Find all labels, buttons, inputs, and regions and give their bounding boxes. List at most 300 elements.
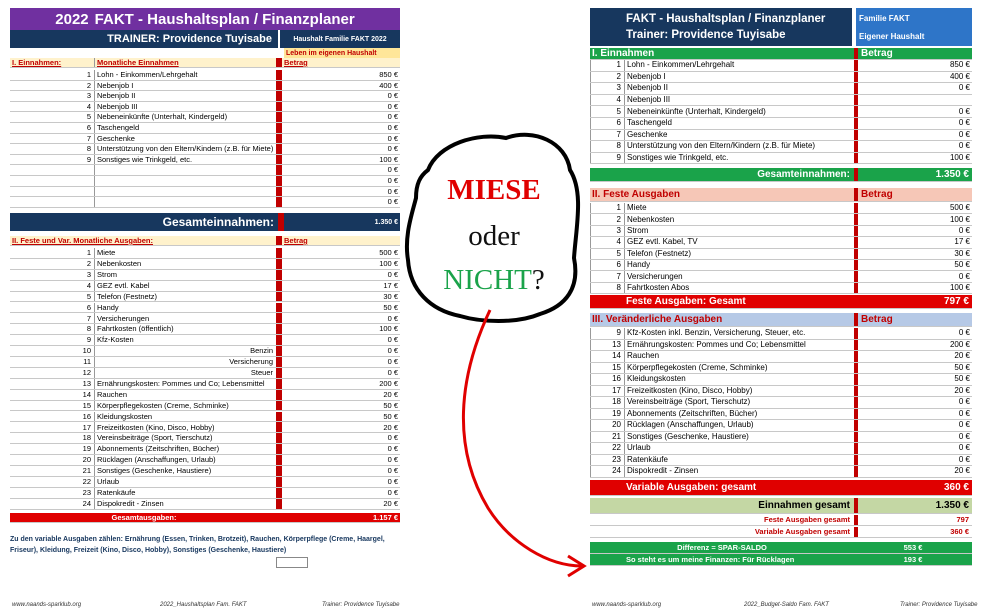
left-income-header-label: I. Einnahmen: xyxy=(12,58,62,67)
left-note: Zu den variable Ausgaben zählen: Ernährung (Essen, Trinken, Brotzeit), Rauchen, Körperpflege (Creme, Haargel, Friseur), Kleidung, Freizeit (Kino, Disco, Hobby), Sonstiges (Geschenke, Haustiere) xyxy=(10,536,385,554)
left-household xyxy=(280,30,400,48)
left-expense-row-value: 0 € xyxy=(387,455,398,465)
left-expense-row xyxy=(10,281,400,292)
left-expense-row xyxy=(10,313,400,324)
left-expense-row-number: 19 xyxy=(82,444,91,454)
left-income-row xyxy=(10,134,400,145)
right-income-row xyxy=(590,72,972,84)
left-income-row-value: 0 € xyxy=(387,91,398,101)
left-expense-row-value: 0 € xyxy=(387,368,398,378)
right-income-row-label: Nebenjob III xyxy=(624,95,854,106)
left-income-row-value: 0 € xyxy=(387,197,398,207)
right-income-row-number: 2 xyxy=(590,72,624,83)
left-income-row-value: 0 € xyxy=(387,101,398,111)
right-sum-var-value: 360 € xyxy=(950,527,969,537)
right-income-row-value: 0 € xyxy=(958,141,970,151)
left-expense-row-label: Ernährungskosten: Pommes und Co; Lebensmittel xyxy=(94,379,276,389)
left-income-row xyxy=(10,144,400,155)
left-expense-row-value: 17 € xyxy=(383,280,398,290)
right-var-row xyxy=(590,420,972,432)
right-var-row-value: 0 € xyxy=(958,431,970,441)
left-expense-row-label: GEZ evtl. Kabel xyxy=(94,281,276,291)
left-expense-row-number: 23 xyxy=(82,487,91,497)
right-fixed-header xyxy=(590,188,972,202)
right-var-row-label: Körperpflegekosten (Creme, Schminke) xyxy=(624,363,854,374)
right-income-row xyxy=(590,141,972,153)
right-var-header-amount: Betrag xyxy=(861,313,893,325)
right-var-row-number: 24 xyxy=(590,466,624,477)
left-trainer-bar xyxy=(10,30,278,48)
left-income-row-value: 0 € xyxy=(387,112,398,122)
right-income-row-value: 0 € xyxy=(958,118,970,128)
right-var-row-label: Kleidungskosten xyxy=(624,374,854,385)
right-trainer: Trainer: Providence Tuyisabe xyxy=(626,29,786,41)
right-var-row-label: Vereinsbeiträge (Sport, Tierschutz) xyxy=(624,397,854,408)
right-sum-fixed-label: Feste Ausgaben gesamt xyxy=(764,515,850,525)
right-var-row-number: 22 xyxy=(590,443,624,454)
left-expense-row xyxy=(10,422,400,433)
right-var-row xyxy=(590,363,972,375)
left-expense-row xyxy=(10,368,400,379)
right-fixed-row xyxy=(590,203,972,214)
left-expense-row-value: 50 € xyxy=(383,411,398,421)
right-income-row-number: 9 xyxy=(590,153,624,164)
left-income-row-number xyxy=(10,165,94,175)
left-income-row-number: 8 xyxy=(86,144,91,154)
right-var-row-value: 0 € xyxy=(958,397,970,407)
left-income-header xyxy=(10,58,400,68)
right-fixed-row-label: Telefon (Festnetz) xyxy=(624,249,854,259)
left-income-total-label: Gesamteinnahmen: xyxy=(162,215,274,229)
right-fixed-row-label: Miete xyxy=(624,203,854,213)
right-fixed-header-label: II. Feste Ausgaben xyxy=(592,188,680,200)
right-fixed-row-number: 2 xyxy=(590,214,624,224)
right-fixed-row xyxy=(590,260,972,271)
right-income-row xyxy=(590,83,972,95)
right-var-row-value: 20 € xyxy=(954,351,970,361)
right-income-row-number: 7 xyxy=(590,130,624,141)
left-expense-row-label: Vereinsbeiträge (Sport, Tierschutz) xyxy=(94,433,276,443)
left-expense-row xyxy=(10,335,400,346)
right-reserve-label: So steht es um meine Finanzen: Für Rücklagen xyxy=(626,554,795,564)
right-var-row-value: 50 € xyxy=(954,362,970,372)
right-var-row-number: 21 xyxy=(590,432,624,443)
right-var-total-label: Variable Ausgaben: gesamt xyxy=(626,481,757,493)
left-expense-row-number: 10 xyxy=(82,346,91,356)
right-var-row-number: 15 xyxy=(590,363,624,374)
left-expense-row-label: Versicherung xyxy=(94,357,276,367)
left-expense-row-number: 7 xyxy=(86,313,91,323)
left-income-header-amount: Betrag xyxy=(284,58,308,67)
left-expense-row-value: 500 € xyxy=(379,248,398,258)
right-fixed-row-number: 3 xyxy=(590,226,624,236)
left-expense-row-value: 50 € xyxy=(383,302,398,312)
right-var-row-label: Abonnements (Zeitschriften, Bücher) xyxy=(624,409,854,420)
left-expense-row-value: 0 € xyxy=(387,444,398,454)
right-var-row xyxy=(590,340,972,352)
right-family: Familie FAKT xyxy=(859,14,910,23)
left-year: 2022 xyxy=(55,10,89,28)
right-var-row xyxy=(590,386,972,398)
right-sum-income xyxy=(590,498,972,514)
left-living xyxy=(284,48,400,58)
right-fixed-row xyxy=(590,226,972,237)
left-income-row-label: Nebeneinkünfte (Unterhalt, Kindergeld) xyxy=(94,112,276,122)
right-title-bar xyxy=(590,8,852,46)
right-var-row-label: Freizeitkosten (Kino, Disco, Hobby) xyxy=(624,386,854,397)
left-income-row-label: Taschengeld xyxy=(94,123,276,133)
left-expense-row-number: 2 xyxy=(86,259,91,269)
left-income-row-label xyxy=(94,197,276,207)
left-expense-row-label: Strom xyxy=(94,270,276,280)
right-reserve xyxy=(590,554,972,566)
left-expense-row-value: 200 € xyxy=(379,378,398,388)
left-expense-row-label: Ratenkäufe xyxy=(94,488,276,498)
left-income-row xyxy=(10,155,400,166)
right-var-row-number: 20 xyxy=(590,420,624,431)
right-income-row xyxy=(590,60,972,72)
left-expense-row-label: Steuer xyxy=(94,368,276,378)
left-expense-row-number: 3 xyxy=(86,269,91,279)
left-expense-row xyxy=(10,390,400,401)
right-household: Eigener Haushalt xyxy=(859,32,925,41)
right-fixed-row-value: 500 € xyxy=(949,203,970,213)
right-fixed-row-number: 4 xyxy=(590,237,624,247)
right-var-row xyxy=(590,443,972,455)
right-income-total xyxy=(590,168,972,182)
right-income-total-label: Gesamteinnahmen: xyxy=(757,168,850,180)
right-var-row-value: 200 € xyxy=(949,339,970,349)
left-income-row xyxy=(10,176,400,187)
left-income-row-number: 6 xyxy=(86,123,91,133)
left-expense-row-number: 5 xyxy=(86,291,91,301)
right-var-row-value: 50 € xyxy=(954,374,970,384)
left-footer-file: 2022_Haushaltsplan Fam. FAKT xyxy=(160,602,247,608)
left-income-row-value: 0 € xyxy=(387,133,398,143)
right-var-row-number: 16 xyxy=(590,374,624,385)
right-var-row-value: 20 € xyxy=(954,466,970,476)
right-income-row-value: 850 € xyxy=(949,60,970,70)
left-expense-total xyxy=(10,513,400,523)
left-income-row xyxy=(10,197,400,208)
left-expense-row xyxy=(10,346,400,357)
right-income-row xyxy=(590,153,972,165)
right-income-row-value: 0 € xyxy=(958,83,970,93)
right-fixed-total-label: Feste Ausgaben: Gesamt xyxy=(626,295,746,307)
right-sum-var-label: Variable Ausgaben gesamt xyxy=(754,527,850,537)
left-income-total xyxy=(10,213,400,231)
right-fixed-row-label: Strom xyxy=(624,226,854,236)
right-footer-site: www.naands-sparklub.org xyxy=(592,602,662,608)
right-sum-income-value: 1.350 € xyxy=(935,499,969,511)
right-fixed-row-value: 100 € xyxy=(949,214,970,224)
left-expense-row-value: 0 € xyxy=(387,487,398,497)
right-fixed-row-label: Fahrtkosten Abos xyxy=(624,283,854,293)
right-family-box xyxy=(856,8,972,46)
center-word-oder: oder xyxy=(468,220,520,252)
left-expense-row-value: 20 € xyxy=(383,422,398,432)
left-expense-header xyxy=(10,236,400,246)
right-sum-income-label: Einnahmen gesamt xyxy=(758,499,850,511)
left-footer-site: www.naands-sparklub.org xyxy=(12,602,82,608)
left-expense-row xyxy=(10,292,400,303)
left-income-row-label: Sonstiges wie Trinkgeld, etc. xyxy=(94,155,276,165)
left-income-row-label xyxy=(94,165,276,175)
left-expense-row-number: 8 xyxy=(86,324,91,334)
left-expense-row-number: 9 xyxy=(86,335,91,345)
right-fixed-row-value: 0 € xyxy=(958,225,970,235)
right-income-row xyxy=(590,95,972,107)
right-fixed-row-label: Handy xyxy=(624,260,854,270)
right-income-row-label: Nebenjob I xyxy=(624,72,854,83)
left-expense-row xyxy=(10,499,400,510)
left-income-row-value: 0 € xyxy=(387,176,398,186)
right-income-total-value: 1.350 € xyxy=(935,168,969,180)
left-expense-row-value: 0 € xyxy=(387,313,398,323)
right-fixed-row-label: Nebenkosten xyxy=(624,214,854,224)
right-income-row-number: 8 xyxy=(590,141,624,152)
left-income-row-value: 850 € xyxy=(379,70,398,80)
left-income-row-number: 5 xyxy=(86,112,91,122)
right-fixed-row-value: 17 € xyxy=(954,237,970,247)
right-var-row xyxy=(590,466,972,478)
left-expense-row-label: Urlaub xyxy=(94,477,276,487)
right-footer-trainer: Trainer: Providence Tuyisabe xyxy=(900,602,978,608)
left-expense-row xyxy=(10,259,400,270)
left-expense-row xyxy=(10,477,400,488)
left-income-row-label: Lohn - Einkommen/Lehrgehalt xyxy=(94,70,276,80)
left-expense-row-value: 20 € xyxy=(383,498,398,508)
left-expense-row-label: Benzin xyxy=(94,346,276,356)
left-income-row xyxy=(10,102,400,113)
right-income-row-label: Nebenjob II xyxy=(624,83,854,94)
left-expense-row-value: 0 € xyxy=(387,477,398,487)
left-income-row xyxy=(10,112,400,123)
left-expense-row xyxy=(10,303,400,314)
left-expense-row-number: 22 xyxy=(82,477,91,487)
left-expense-row xyxy=(10,466,400,477)
left-expense-row-label: Sonstiges (Geschenke, Haustiere) xyxy=(94,466,276,476)
right-fixed-row-value: 50 € xyxy=(954,260,970,270)
left-income-row-value: 0 € xyxy=(387,144,398,154)
left-expense-row-value: 0 € xyxy=(387,466,398,476)
right-var-row xyxy=(590,328,972,340)
left-expense-row-value: 50 € xyxy=(383,400,398,410)
right-diff-value: 553 € xyxy=(903,542,923,552)
right-sum-fixed-value: 797 xyxy=(956,515,969,525)
right-income-row-number: 4 xyxy=(590,95,624,106)
left-expense-row xyxy=(10,324,400,335)
right-income-row-label: Unterstützung von den Eltern/Kindern (z.B. für Miete) xyxy=(624,141,854,152)
right-var-row-number: 19 xyxy=(590,409,624,420)
left-income-row-number: 1 xyxy=(86,70,91,80)
right-fixed-row-value: 30 € xyxy=(954,248,970,258)
left-living-label: Leben im eigenen Haushalt xyxy=(286,49,377,57)
left-expense-row-label: Nebenkosten xyxy=(94,259,276,269)
left-income-row-value: 400 € xyxy=(379,80,398,90)
left-expense-row-label: Abonnements (Zeitschriften, Bücher) xyxy=(94,444,276,454)
left-income-row-value: 100 € xyxy=(379,154,398,164)
left-expense-row-number: 4 xyxy=(86,280,91,290)
left-expense-total-label: Gesamtausgaben: xyxy=(111,513,177,522)
left-expense-row-label: Dispokredit - Zinsen xyxy=(94,499,276,509)
right-var-row-value: 20 € xyxy=(954,385,970,395)
left-income-row-number xyxy=(10,197,94,207)
right-income-row-label: Sonstiges wie Trinkgeld, etc. xyxy=(624,153,854,164)
right-var-row xyxy=(590,397,972,409)
left-expense-row xyxy=(10,433,400,444)
left-income-row xyxy=(10,123,400,134)
right-var-row-label: Sonstiges (Geschenke, Haustiere) xyxy=(624,432,854,443)
left-expense-row-label: Handy xyxy=(94,303,276,313)
right-var-row-number: 13 xyxy=(590,340,624,351)
right-income-row-value: 0 € xyxy=(958,106,970,116)
right-var-row xyxy=(590,374,972,386)
left-income-row-label: Geschenke xyxy=(94,134,276,144)
right-fixed-total xyxy=(590,295,972,309)
right-income-row-label: Geschenke xyxy=(624,130,854,141)
right-var-header xyxy=(590,313,972,327)
right-var-row-label: Rauchen xyxy=(624,351,854,362)
left-expense-row-value: 0 € xyxy=(387,357,398,367)
left-expense-row xyxy=(10,248,400,259)
left-income-row-value: 0 € xyxy=(387,186,398,196)
left-expense-row-number: 13 xyxy=(82,378,91,388)
right-var-row-label: Rücklagen (Anschaffungen, Urlaub) xyxy=(624,420,854,431)
right-fixed-row-value: 100 € xyxy=(949,282,970,292)
right-fixed-row xyxy=(590,249,972,260)
right-income-row-label: Lohn - Einkommen/Lehrgehalt xyxy=(624,60,854,71)
left-income-row xyxy=(10,81,400,92)
right-income-row-label: Taschengeld xyxy=(624,118,854,129)
left-income-row xyxy=(10,70,400,81)
left-expense-row xyxy=(10,401,400,412)
left-income-row-number: 2 xyxy=(86,80,91,90)
right-income-row xyxy=(590,130,972,142)
left-expense-row xyxy=(10,455,400,466)
left-expense-row-label: Miete xyxy=(94,248,276,258)
right-var-row-value: 0 € xyxy=(958,328,970,338)
right-var-row-label: Dispokredit - Zinsen xyxy=(624,466,854,477)
right-var-row-number: 14 xyxy=(590,351,624,362)
left-expense-row-label: Kleidungskosten xyxy=(94,412,276,422)
left-expense-row-number: 12 xyxy=(82,368,91,378)
center-word-nicht xyxy=(420,264,568,297)
center-question: ? xyxy=(531,264,545,296)
left-expense-row xyxy=(10,270,400,281)
left-expense-row xyxy=(10,357,400,368)
right-var-row-number: 23 xyxy=(590,455,624,466)
right-income-row-value xyxy=(858,95,972,106)
left-expense-header-amount: Betrag xyxy=(284,236,308,245)
left-expense-total-value: 1.157 € xyxy=(372,513,398,522)
right-var-row-value: 0 € xyxy=(958,443,970,453)
right-var-row-number: 18 xyxy=(590,397,624,408)
left-expense-row-label: Telefon (Festnetz) xyxy=(94,292,276,302)
right-income-row xyxy=(590,118,972,130)
right-var-row-value: 0 € xyxy=(958,408,970,418)
left-income-row-label: Unterstützung von den Eltern/Kindern (z.B. für Miete) xyxy=(94,144,276,154)
right-fixed-row-value: 0 € xyxy=(958,271,970,281)
left-income-row-value: 0 € xyxy=(387,165,398,175)
left-expense-row-label: Fahrtkosten (öffentlich) xyxy=(94,324,276,334)
left-income-row-label: Nebenjob II xyxy=(94,91,276,101)
left-income-row-number: 4 xyxy=(86,101,91,111)
right-income-row-label: Nebeneinkünfte (Unterhalt, Kindergeld) xyxy=(624,106,854,117)
left-expense-row-number: 21 xyxy=(82,466,91,476)
left-expense-row-value: 0 € xyxy=(387,335,398,345)
right-var-row xyxy=(590,455,972,467)
left-title: FAKT - Haushaltsplan / Finanzplaner xyxy=(94,10,355,28)
left-income-row-number: 9 xyxy=(86,154,91,164)
right-var-row xyxy=(590,351,972,363)
right-fixed-row-number: 6 xyxy=(590,260,624,270)
right-var-total-value: 360 € xyxy=(943,481,969,493)
left-expense-row-number: 16 xyxy=(82,411,91,421)
right-income-header xyxy=(590,48,972,60)
right-var-total xyxy=(590,480,972,496)
right-income-row-number: 5 xyxy=(590,106,624,117)
right-fixed-row-number: 1 xyxy=(590,203,624,213)
right-fixed-row-label: Versicherungen xyxy=(624,271,854,281)
right-var-row-value: 0 € xyxy=(958,454,970,464)
center-nicht: NICHT xyxy=(443,264,532,296)
left-household-label: Haushalt Familie FAKT 2022 xyxy=(293,35,387,43)
right-title: FAKT - Haushaltsplan / Finanzplaner xyxy=(626,13,826,25)
left-income-row-label: Nebenjob III xyxy=(94,102,276,112)
left-expense-row-number: 24 xyxy=(82,498,91,508)
left-expense-row-number: 6 xyxy=(86,302,91,312)
right-fixed-total-value: 797 € xyxy=(943,295,969,307)
right-var-row-label: Kfz-Kosten inkl. Benzin, Versicherung, Steuer, etc. xyxy=(624,328,854,339)
left-expense-row-number: 20 xyxy=(82,455,91,465)
right-income-header-amount: Betrag xyxy=(861,48,893,59)
right-fixed-row xyxy=(590,271,972,282)
left-expense-row xyxy=(10,412,400,423)
left-expense-row-number: 11 xyxy=(83,357,91,367)
left-income-header-sub: Monatliche Einnahmen xyxy=(94,58,276,67)
right-sum-fixed xyxy=(590,515,972,526)
left-expense-row-value: 30 € xyxy=(383,291,398,301)
left-expense-row-number: 18 xyxy=(82,433,91,443)
red-arrow-line xyxy=(463,310,582,566)
right-budget-sheet xyxy=(590,8,972,568)
right-income-row-value: 100 € xyxy=(949,153,970,163)
left-title-bar xyxy=(10,8,400,30)
left-expense-row-label: Rücklagen (Anschaffungen, Urlaub) xyxy=(94,455,276,465)
left-expense-row-value: 100 € xyxy=(379,259,398,269)
right-diff-label: Differenz = SPAR-SALDO xyxy=(677,542,767,552)
right-income-row-value: 400 € xyxy=(949,71,970,81)
left-income-row xyxy=(10,165,400,176)
right-var-row-label: Ernährungskosten: Pommes und Co; Lebensmittel xyxy=(624,340,854,351)
right-var-row-value: 0 € xyxy=(958,420,970,430)
left-expense-row-number: 17 xyxy=(82,422,91,432)
left-footer-trainer: Trainer: Providence Tuyisabe xyxy=(322,602,400,608)
right-fixed-row-number: 8 xyxy=(590,283,624,293)
right-income-row-value: 0 € xyxy=(958,129,970,139)
left-income-row xyxy=(10,91,400,102)
right-income-row xyxy=(590,106,972,118)
left-trainer: TRAINER: Providence Tuyisabe xyxy=(107,33,272,45)
right-var-row-number: 9 xyxy=(590,328,624,339)
right-income-row-number: 3 xyxy=(590,83,624,94)
left-expense-row xyxy=(10,488,400,499)
left-expense-row-number: 15 xyxy=(82,400,91,410)
left-expense-row-label: Körperpflegekosten (Creme, Schminke) xyxy=(94,401,276,411)
left-income-row-number: 3 xyxy=(86,91,91,101)
right-fixed-row xyxy=(590,214,972,225)
